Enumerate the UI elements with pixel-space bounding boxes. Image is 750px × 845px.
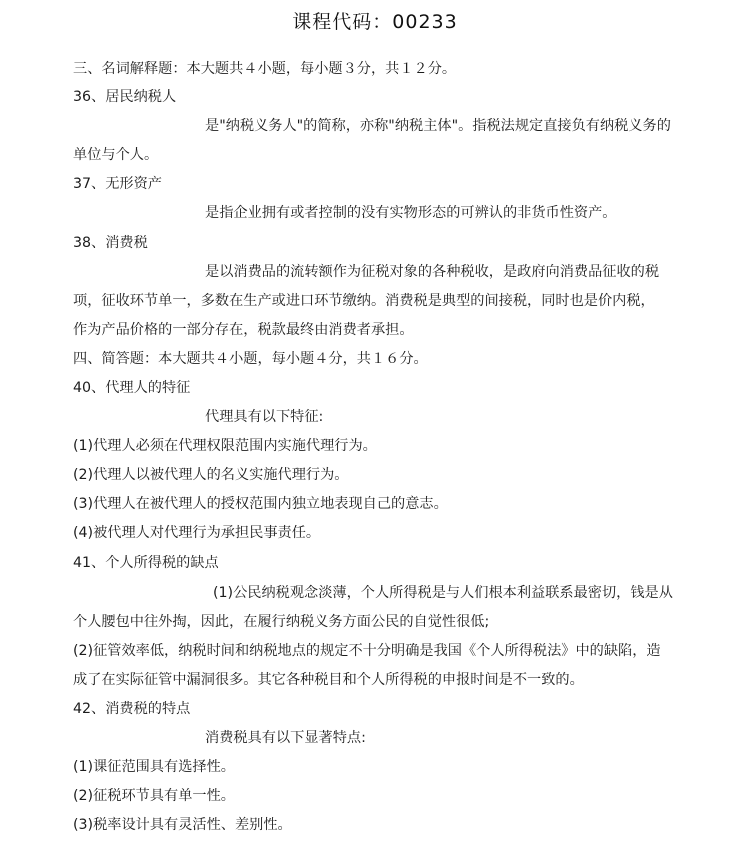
question-36-title: 36、居民纳税人 xyxy=(73,89,177,105)
question-42-item-2: (2)征税环节具有单一性。 xyxy=(73,788,235,804)
question-38-answer-line-1: 是以消费品的流转额作为征税对象的各种税收，是政府向消费品征收的税 xyxy=(205,264,660,280)
question-36-answer-line-2: 单位与个人。 xyxy=(73,147,159,163)
question-40-intro: 代理具有以下特征: xyxy=(205,409,324,425)
section-3-heading: 三、名词解释题：本大题共４小题，每小题３分，共１２分。 xyxy=(73,61,457,77)
question-37-title: 37、无形资产 xyxy=(73,176,162,192)
question-41-title: 41、个人所得税的缺点 xyxy=(73,555,219,571)
question-38-answer-line-2: 项，征收环节单一，多数在生产或进口环节缴纳。消费税是典型的间接税，同时也是价内税， xyxy=(73,293,655,309)
question-38-answer-line-3: 作为产品价格的一部分存在，税款最终由消费者承担。 xyxy=(73,322,414,338)
question-41-answer-line-2: 个人腰包中往外掏，因此，在履行纳税义务方面公民的自觉性很低; xyxy=(73,614,490,630)
question-42-intro: 消费税具有以下显著特点: xyxy=(205,730,366,746)
question-40-item-1: (1)代理人必须在代理权限范围内实施代理行为。 xyxy=(73,438,377,454)
question-40-item-2: (2)代理人以被代理人的名义实施代理行为。 xyxy=(73,467,349,483)
question-40-item-4: (4)被代理人对代理行为承担民事责任。 xyxy=(73,525,321,541)
question-37-answer-line-1: 是指企业拥有或者控制的没有实物形态的可辨认的非货币性资产。 xyxy=(205,205,617,221)
question-36-answer-line-1: 是"纳税义务人"的简称，亦称"纳税主体"。指税法规定直接负有纳税义务的 xyxy=(205,118,671,134)
question-42-title: 42、消费税的特点 xyxy=(73,701,191,717)
question-38-title: 38、消费税 xyxy=(73,235,148,251)
question-40-item-3: (3)代理人在被代理人的授权范围内独立地表现自己的意志。 xyxy=(73,496,448,512)
question-41-answer-line-4: 成了在实际征管中漏洞很多。其它各种税目和个人所得税的申报时间是不一致的。 xyxy=(73,672,584,688)
question-41-answer-line-3: (2)征管效率低，纳税时间和纳税地点的规定不十分明确是我国《个人所得税法》中的缺陷，造 xyxy=(73,643,661,659)
question-42-item-1: (1)课征范围具有选择性。 xyxy=(73,759,235,775)
question-42-item-3: (3)税率设计具有灵活性、差别性。 xyxy=(73,817,292,833)
question-41-answer-line-1: (1)公民纳税观念淡薄，个人所得税是与人们根本利益联系最密切，钱是从 xyxy=(213,585,673,601)
section-4-heading: 四、简答题：本大题共４小题，每小题４分，共１６分。 xyxy=(73,351,428,367)
question-40-title: 40、代理人的特征 xyxy=(73,380,191,396)
page-title: 课程代码：00233 xyxy=(292,11,458,33)
